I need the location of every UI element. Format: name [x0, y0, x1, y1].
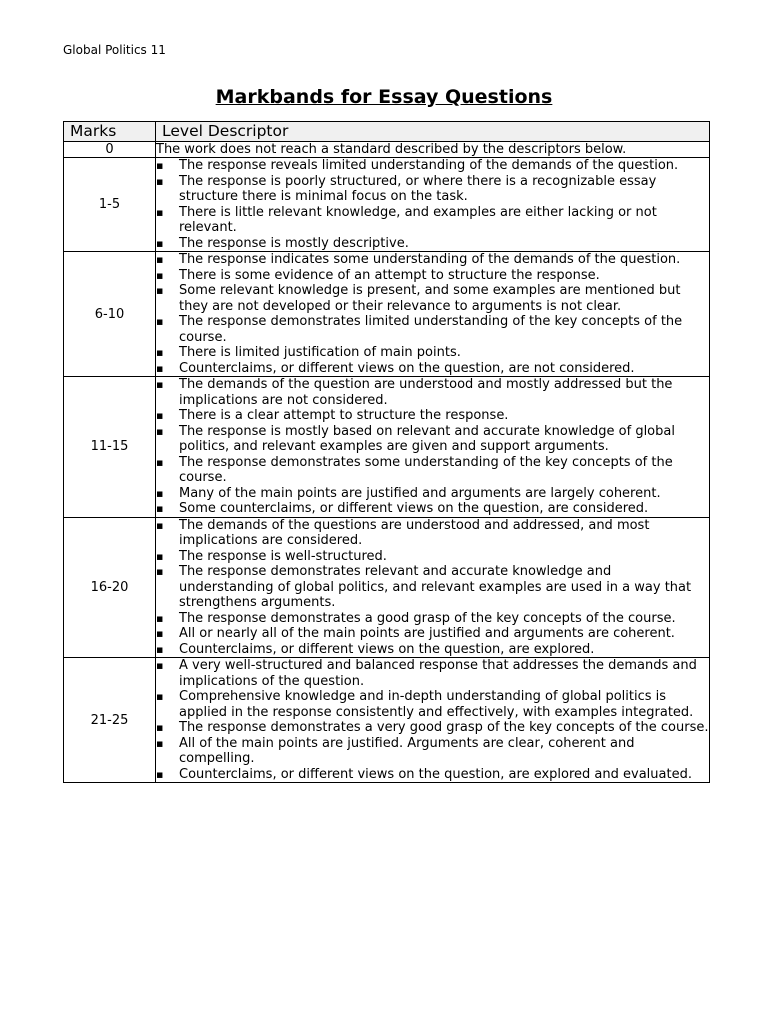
descriptor-cell — [156, 517, 710, 658]
descriptor-list — [156, 518, 709, 658]
markbands-table — [63, 121, 710, 783]
list-item: ▪ All or nearly all of the main points are justified and arguments are coherent. — [156, 626, 709, 642]
list-item: ▪ There is little relevant knowledge, and examples are either lacking or not relevant. — [156, 205, 709, 236]
list-item: ▪ The response is mostly descriptive. — [156, 236, 709, 252]
list-item: ▪ All of the main points are justified. Arguments are clear, coherent and compelling. — [156, 736, 709, 767]
list-item: ▪ The response indicates some understanding of the demands of the question. — [156, 252, 709, 268]
list-item: ▪ There is some evidence of an attempt to structure the response. — [156, 268, 709, 284]
descriptor-cell — [156, 252, 710, 377]
table-row — [64, 377, 710, 518]
list-item: ▪ Comprehensive knowledge and in-depth understanding of global politics is applied in the response consistently and effectively, with examples integrated. — [156, 689, 709, 720]
table-header-row — [64, 122, 710, 142]
list-item: ▪ Counterclaims, or different views on the question, are explored. — [156, 642, 709, 658]
list-item: ▪ The response demonstrates a very good grasp of the key concepts of the course. — [156, 720, 709, 736]
list-item: ▪ Counterclaims, or different views on the question, are explored and evaluated. — [156, 767, 709, 783]
table-row — [64, 142, 710, 158]
descriptor-cell — [156, 658, 710, 783]
descriptor-cell — [156, 158, 710, 252]
list-item: ▪ The response is mostly based on relevant and accurate knowledge of global politics, and relevant examples are given and support arguments. — [156, 424, 709, 455]
list-item: ▪ The response demonstrates relevant and accurate knowledge and understanding of global politics, and relevant examples are used in a way that strengthens arguments. — [156, 564, 709, 611]
table-row — [64, 158, 710, 252]
descriptor-text: The work does not reach a standard described by the descriptors below. — [156, 142, 710, 158]
list-item: ▪ Many of the main points are justified and arguments are largely coherent. — [156, 486, 709, 502]
list-item: ▪ The response is poorly structured, or where there is a recognizable essay structure there is minimal focus on the task. — [156, 174, 709, 205]
list-item: ▪ There is a clear attempt to structure the response. — [156, 408, 709, 424]
marks-cell: 21-25 — [64, 658, 156, 783]
list-item: ▪ The response reveals limited understanding of the demands of the question. — [156, 158, 709, 174]
descriptor-cell — [156, 377, 710, 518]
list-item: ▪ The response demonstrates limited understanding of the key concepts of the course. — [156, 314, 709, 345]
table-row — [64, 252, 710, 377]
document-header: Global Politics 11 — [63, 43, 166, 57]
list-item: ▪ Some relevant knowledge is present, and some examples are mentioned but they are not developed or their relevance to arguments is not clear. — [156, 283, 709, 314]
table-row — [64, 517, 710, 658]
marks-cell: 0 — [64, 142, 156, 158]
descriptor-list — [156, 252, 709, 376]
marks-cell: 16-20 — [64, 517, 156, 658]
list-item: ▪ The response is well-structured. — [156, 549, 709, 565]
page-title: Markbands for Essay Questions — [215, 86, 553, 108]
list-item: ▪ The response demonstrates some understanding of the key concepts of the course. — [156, 455, 709, 486]
list-item: ▪ The demands of the question are understood and mostly addressed but the implications are not considered. — [156, 377, 709, 408]
column-header-marks: Marks — [64, 122, 156, 142]
marks-cell: 11-15 — [64, 377, 156, 518]
column-header-descriptor: Level Descriptor — [156, 122, 710, 142]
list-item: ▪ Counterclaims, or different views on the question, are not considered. — [156, 361, 709, 377]
list-item: ▪ A very well-structured and balanced response that addresses the demands and implications of the question. — [156, 658, 709, 689]
descriptor-list — [156, 377, 709, 517]
descriptor-list — [156, 158, 709, 251]
list-item: ▪ The response demonstrates a good grasp of the key concepts of the course. — [156, 611, 709, 627]
descriptor-list — [156, 658, 709, 782]
list-item: ▪ The demands of the questions are understood and addressed, and most implications are considered. — [156, 518, 709, 549]
list-item: ▪ Some counterclaims, or different views on the question, are considered. — [156, 501, 709, 517]
list-item: ▪ There is limited justification of main points. — [156, 345, 709, 361]
marks-cell: 6-10 — [64, 252, 156, 377]
marks-cell: 1-5 — [64, 158, 156, 252]
table-row — [64, 658, 710, 783]
